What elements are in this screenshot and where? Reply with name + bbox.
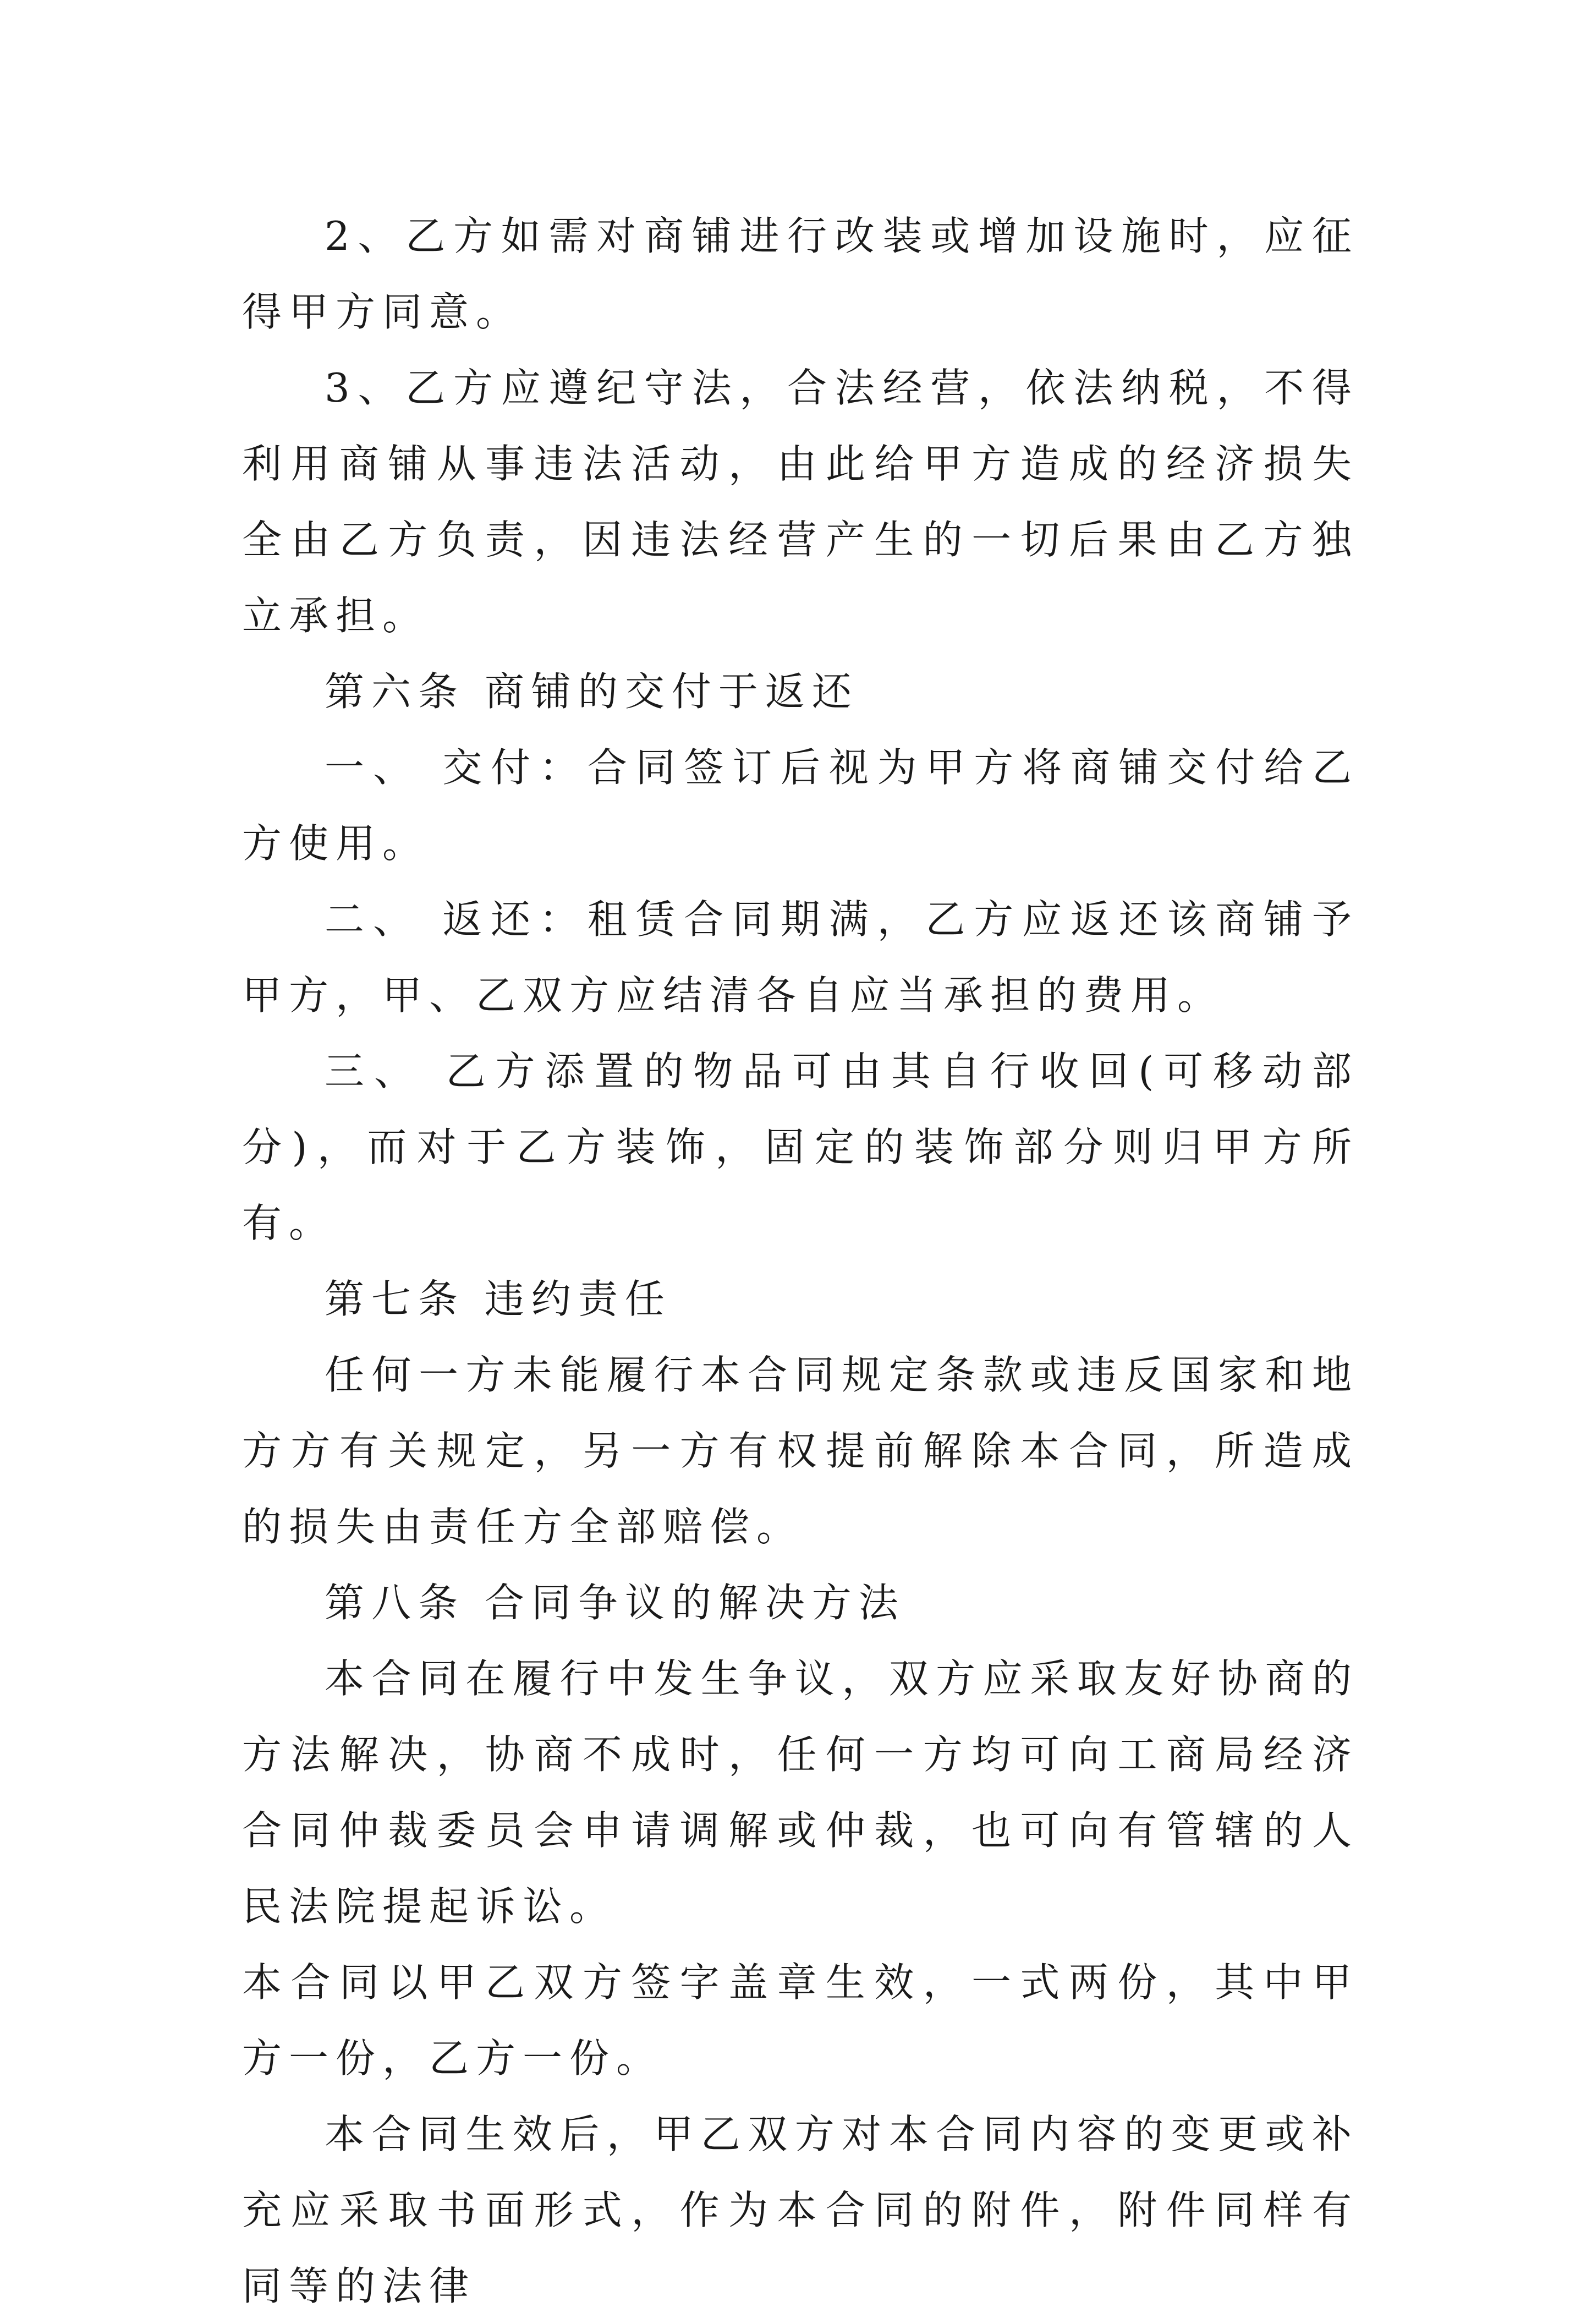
paragraph-return: 二、 返还：租赁合同期满，乙方应返还该商铺予甲方，甲、乙双方应结清各自应当承担的费用。	[242, 896, 1359, 1018]
paragraph-dispute: 本合同在履行中发生争议，双方应采取友好协商的方法解决，协商不成时，任何一方均可向工商局经济合同仲裁委员会申请调解或仲裁，也可向有管辖的人民法院提起诉讼。	[242, 1656, 1359, 1930]
paragraph-items: 三、 乙方添置的物品可由其自行收回(可移动部分)，而对于乙方装饰，固定的装饰部分则归甲方所有。	[242, 1048, 1359, 1246]
article-6-heading: 第六条 商铺的交付于返还	[325, 668, 859, 715]
article-8-heading: 第八条 合同争议的解决方法	[325, 1580, 905, 1626]
paragraph-delivery: 一、 交付：合同签订后视为甲方将商铺交付给乙方使用。	[242, 744, 1359, 867]
paragraph-effect: 本合同以甲乙双方签字盖章生效，一式两份，其中甲方一份，乙方一份。	[242, 1959, 1359, 2081]
article-7-heading: 第七条 违约责任	[325, 1276, 672, 1322]
paragraph-liability: 任何一方未能履行本合同规定条款或违反国家和地方方有关规定，另一方有权提前解除本合同，所造成的损失由责任方全部赔偿。	[242, 1352, 1359, 1550]
paragraph-clause-2: 2、乙方如需对商铺进行改装或增加设施时，应征得甲方同意。	[242, 213, 1359, 335]
paragraph-amendment: 本合同生效后，甲乙双方对本合同内容的变更或补充应采取书面形式，作为本合同的附件，附件同样有同等的法律	[242, 2111, 1359, 2309]
paragraph-clause-3: 3、乙方应遵纪守法，合法经营，依法纳税，不得利用商铺从事违法活动，由此给甲方造成的经济损失全由乙方负责，因违法经营产生的一切后果由乙方独立承担。	[242, 365, 1359, 639]
document-body	[242, 198, 1359, 2324]
